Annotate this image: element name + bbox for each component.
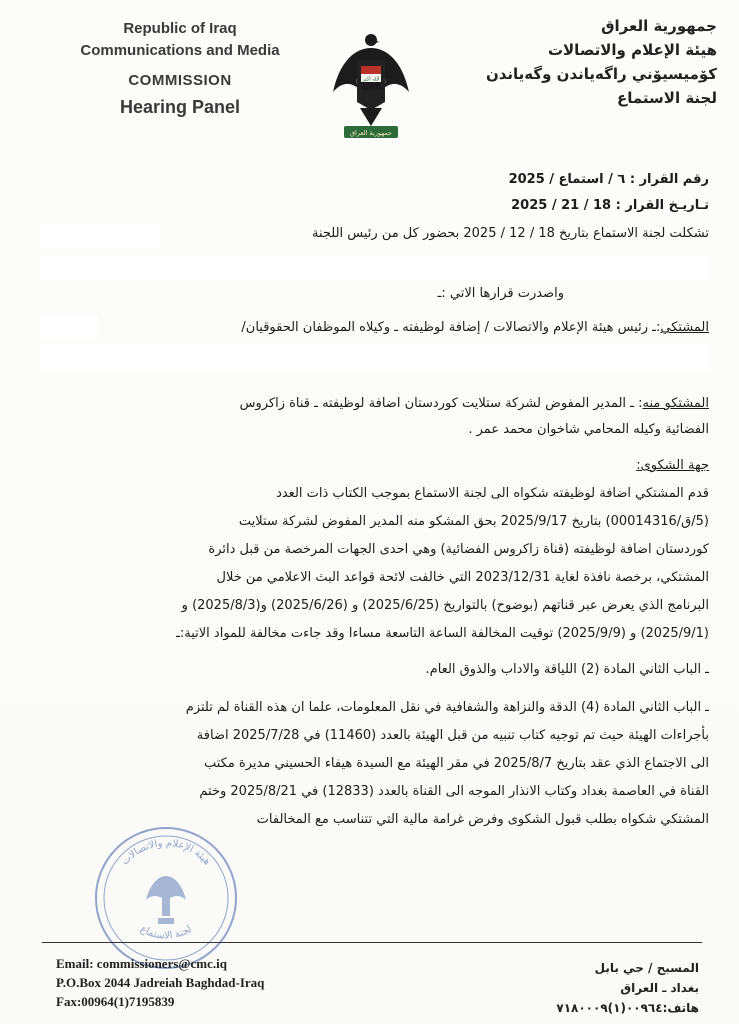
- decision-number: رقم القرار : ٦ / استماع / 2025: [508, 172, 709, 187]
- footer-contact-ar: [556, 958, 699, 1018]
- respondent-line-2: الفضائية وكيله المحامي شاخوان محمد عمر .: [468, 422, 709, 437]
- panel-formed-text: تشكلت لجنة الاستماع بتاريخ 18 / 12 / 2025 بحضور كل من رئيس اللجنة: [312, 226, 709, 241]
- article-2-line: ـ الباب الثاني المادة (2) اللياقة والاداب والذوق العام.: [425, 662, 709, 677]
- decision-date: تـاريـخ القرار : 18 / 21 / 2025: [511, 198, 709, 213]
- english-header: [60, 18, 300, 120]
- complaint-line: كوردستان اضافة لوظيفته (قناة زاكروس الفضائية) وهي احدى الجهات المرخصة من قبل دائرة: [208, 542, 709, 557]
- header-ar-hearing: لجنة الاستماع: [616, 89, 717, 107]
- header-ar-country: جمهورية العراق: [601, 17, 717, 35]
- complaint-line: (2025/9/1) و (2025/9/9) توقيت المخالفة الساعة التاسعة مساءا وقد جاءت مخالفة للمواد الاتية:ـ: [176, 626, 709, 641]
- article-4-line: بأجراءات الهيئة حيث تم توجيه كتاب تنبيه من قبل الهيئة بالعدد (11460) في 2025/7/28 اضافة: [196, 728, 709, 743]
- stamp-outer-text: هيئة الإعلام والاتصالات: [119, 837, 213, 868]
- complaint-line: قدم المشتكي اضافة لوظيفته شكواه الى لجنة الاستماع بموجب الكتاب ذات العدد: [276, 486, 709, 501]
- redaction-block: [40, 314, 98, 340]
- article-4-line: القناة في العاصمة بغداد وكتاب الانذار الموجه الى القناة بالعدد (12833) في 2025/8/21 وختم: [199, 784, 709, 799]
- complaint-line: (5/ق/00014316) بتاريخ 2025/9/17 بحق المشكو منه المدير المفوض لشركة ستلايت: [238, 514, 709, 529]
- article-4-line: ـ الباب الثاني المادة (4) الدقة والنزاهة والشفافية في نقل المعلومات، علما ان هذه القناة لم تلتزم: [185, 700, 709, 715]
- footer-pobox: P.O.Box 2044 Jadreiah Baghdad-Iraq: [56, 975, 265, 990]
- complaint-line: البرنامج الذي يعرض عبر قناتهم (بوضوح) بالتواريخ (2025/6/25) و (2025/6/26) و(2025/8/3) و: [181, 598, 709, 613]
- respondent-line-1: [240, 396, 709, 411]
- redaction-block: [40, 224, 160, 248]
- official-stamp-icon: [92, 824, 240, 972]
- svg-text:هيئة الإعلام والاتصالات: [120, 838, 213, 867]
- respondent-text: : ـ المدير المفوض لشركة ستلايت كوردستان اضافة لوظيفته ـ قناة زاكروس: [239, 396, 643, 411]
- emblem-banner-text: جمهورية العراق: [350, 129, 392, 137]
- header-ar-commission: هيئة الإعلام والاتصالات: [547, 41, 717, 59]
- article-4-line: الى الاجتماع الذي عقد بتاريخ 2025/8/7 في مقر الهيئة مع السيدة هيفاء الحسيني مديرة مكتب: [203, 756, 709, 771]
- header-ar-kurdish: كۆميسيۆني راگەياندن وگەياندن: [485, 65, 717, 83]
- complaint-heading: جهة الشكوى:: [636, 458, 709, 473]
- complaint-line: المشتكي، برخصة نافذة لغاية 2023/12/31 التي خالفت لائحة قواعد البث الاعلامي من خلال: [216, 570, 709, 585]
- complainant-line: [241, 320, 709, 335]
- footer-ar-phone: هاتف:٠٠٩٦٤(١)٧١٨٠٠٠٩: [556, 1001, 699, 1015]
- arabic-header: [437, 14, 717, 110]
- complainant-label: المشتكي: [660, 320, 709, 335]
- header-commission-name: Communications and Media: [80, 42, 280, 59]
- article-4-line: المشتكي شكواه بطلب قبول الشكوى وفرض غرامة مالية التي تتناسب مع المخالفات: [256, 812, 709, 827]
- complainant-text: :ـ رئيس هيئة الإعلام والاتصالات / إضافة لوظيفته ـ وكيلاه الموظفان الحقوقيان/: [241, 320, 661, 335]
- svg-text:لجنة الاستماع: [138, 924, 194, 942]
- footer-divider: [42, 942, 702, 943]
- iraq-eagle-emblem-icon: [330, 30, 412, 142]
- footer-fax: Fax:00964(1)7195839: [56, 994, 175, 1009]
- footer-email: Email: commissioners@cmc.iq: [56, 956, 227, 971]
- header-country: Republic of Iraq: [123, 20, 237, 37]
- footer-contact-en: [56, 954, 264, 1011]
- stamp-inner-text: لجنة الاستماع: [138, 923, 194, 942]
- header-hearing-panel: Hearing Panel: [119, 97, 241, 117]
- decision-issued: واصدرت قرارها الاتي :ـ: [437, 286, 564, 301]
- respondent-label: المشتكو منه: [642, 396, 709, 411]
- footer-ar-city: بغداد ـ العراق: [620, 981, 699, 995]
- footer-ar-district: المسبح / حي بابل: [594, 961, 699, 975]
- svg-text:الله أكبر: الله أكبر: [362, 76, 380, 83]
- redaction-block: [40, 256, 710, 280]
- redaction-block: [40, 344, 710, 372]
- header-commission: COMMISSION: [128, 72, 232, 89]
